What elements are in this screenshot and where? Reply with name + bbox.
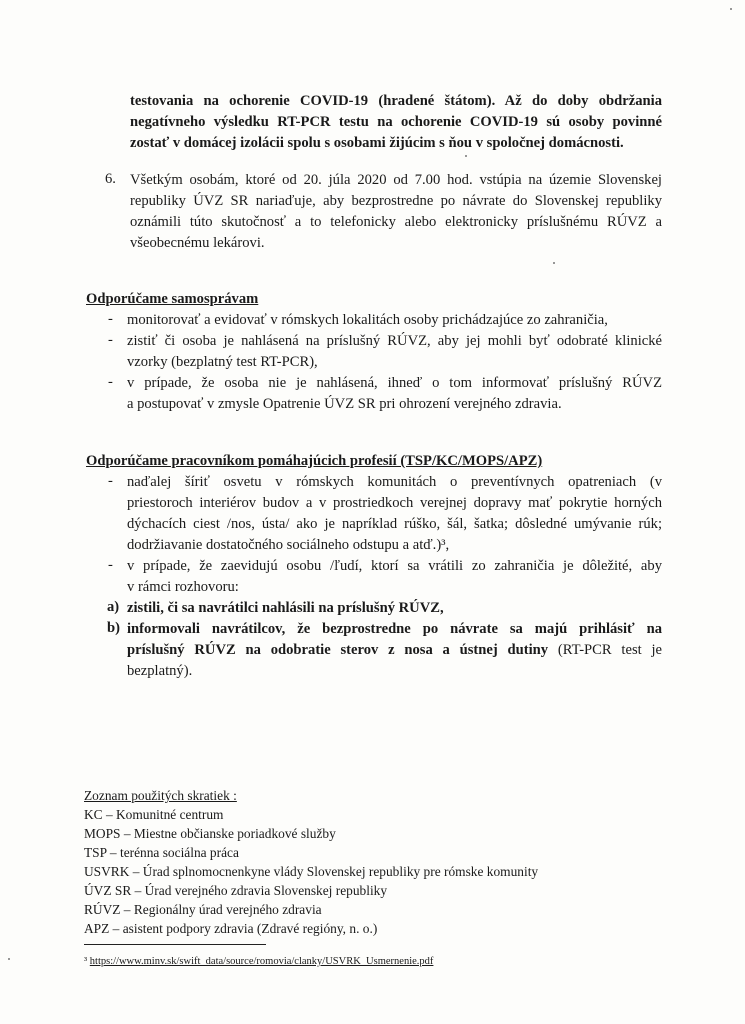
abbreviations-heading: Zoznam použitých skratiek : (84, 788, 237, 803)
bullet-dash: - (108, 311, 113, 327)
section-2-bullet-2-line-1: v prípade, že zaevidujú osobu /ľudí, ktorí sa vrátili zo zahraničia je dôležité, aby (127, 558, 662, 574)
abbreviation-item: TSP – terénna sociálna práca (84, 845, 239, 860)
scan-speck (553, 262, 555, 264)
scan-speck (8, 958, 10, 960)
abbreviation-item: ÚVZ SR – Úrad verejného zdravia Slovenskej republiky (84, 883, 388, 898)
bullet-dash: - (108, 473, 113, 489)
section-1-bullet-1: monitorovať a evidovať v rómskych lokalitách osoby prichádzajúce zo zahraničia, (127, 312, 608, 328)
scan-speck (465, 155, 467, 157)
item-6-line-2: republiky ÚVZ SR nariaďuje, aby bezprostredne po návrate do Slovenskej republiky (130, 193, 662, 209)
section-1-heading: Odporúčame samosprávam (86, 291, 259, 307)
item-6-line-4: všeobecnému lekárovi. (130, 235, 265, 251)
footnote-link[interactable]: https://www.minv.sk/swift_data/source/romovia/clanky/USVRK_Usmernenie.pdf (89, 956, 434, 967)
footnote-separator (84, 944, 266, 945)
item-6-line-3: oznámili túto skutočnosť a to telefonicky alebo elektronicky príslušnému RÚVZ a (130, 214, 662, 230)
section-1-bullet-3-line-1: v prípade, že osoba nie je nahlásená, ihneď o tom informovať príslušný RÚVZ (127, 375, 662, 391)
sub-b-line-2-bold: príslušný RÚVZ na odobratie sterov z nosa a ústnej dutiny (127, 642, 549, 658)
section-2-bullet-2-line-2: v rámci rozhovoru: (127, 579, 239, 595)
sub-b-line-2-normal: (RT-PCR test je (548, 642, 663, 658)
section-2-bullet-1-line-2: priestoroch interiérov budov a v prostriedkoch verejnej dopravy mať pokrytie horných (127, 495, 662, 511)
intro-line-1: testovania na ochorenie COVID-19 (hradené štátom). Až do doby obdržania (130, 93, 662, 109)
footnote-marker: ³ (84, 956, 88, 967)
sub-b-label: b) (107, 620, 120, 636)
intro-line-2: negatívneho výsledku RT-PCR testu na ochorenie COVID-19 sú osoby povinné (130, 114, 662, 130)
section-2-heading: Odporúčame pracovníkom pomáhajúcich profesií (TSP/KC/MOPS/APZ) (86, 453, 543, 469)
section-2-bullet-1-line-1: naďalej šíriť osvetu v rómskych komunitách o preventívnych opatreniach (v (127, 474, 662, 490)
bullet-dash: - (108, 374, 113, 390)
section-1-bullet-2-line-2: vzorky (bezplatný test RT-PCR), (127, 354, 318, 370)
abbreviation-item: KC – Komunitné centrum (84, 807, 224, 822)
footnote (84, 955, 433, 968)
abbreviation-item: APZ – asistent podpory zdravia (Zdravé regióny, n. o.) (84, 921, 378, 936)
sub-a-text: zistili, či sa navrátilci nahlásili na príslušný RÚVZ, (127, 600, 444, 616)
bullet-dash: - (108, 557, 113, 573)
bullet-dash: - (108, 332, 113, 348)
abbreviation-item: RÚVZ – Regionálny úrad verejného zdravia (84, 902, 322, 917)
sub-b-line-3: bezplatný). (127, 663, 193, 679)
section-2-bullet-1-line-3: dýchacích ciest /nos, ústa/ ako je napríklad rúško, šál, šatka; dôsledné umývanie rúk; (127, 516, 662, 532)
section-2-bullet-1-line-4: dodržiavanie dostatočného sociálneho odstupu a atď.)³, (127, 537, 450, 553)
sub-a-label: a) (107, 599, 120, 615)
intro-line-3: zostať v domácej izolácii spolu s osobami žijúcim s ňou v spoločnej domácnosti. (130, 135, 624, 151)
section-1-bullet-3-line-2: a postupovať v zmysle Opatrenie ÚVZ SR pri ohrození verejného zdravia. (127, 396, 562, 412)
sub-b-line-2 (127, 641, 662, 659)
section-1-bullet-2-line-1: zistiť či osoba je nahlásená na príslušný RÚVZ, aby jej mohli byť odobraté klinické (127, 333, 662, 349)
abbreviation-item: USVRK – Úrad splnomocnenkyne vlády Slovenskej republiky pre rómske komunity (84, 864, 539, 879)
item-6-number: 6. (105, 171, 116, 187)
sub-b-line-1: informovali navrátilcov, že bezprostredne po návrate sa majú prihlásiť na (127, 621, 662, 637)
abbreviation-item: MOPS – Miestne občianske poriadkové služby (84, 826, 336, 841)
scan-speck (730, 8, 732, 10)
item-6-line-1: Všetkým osobám, ktoré od 20. júla 2020 od 7.00 hod. vstúpia na územie Slovenskej (130, 172, 662, 188)
